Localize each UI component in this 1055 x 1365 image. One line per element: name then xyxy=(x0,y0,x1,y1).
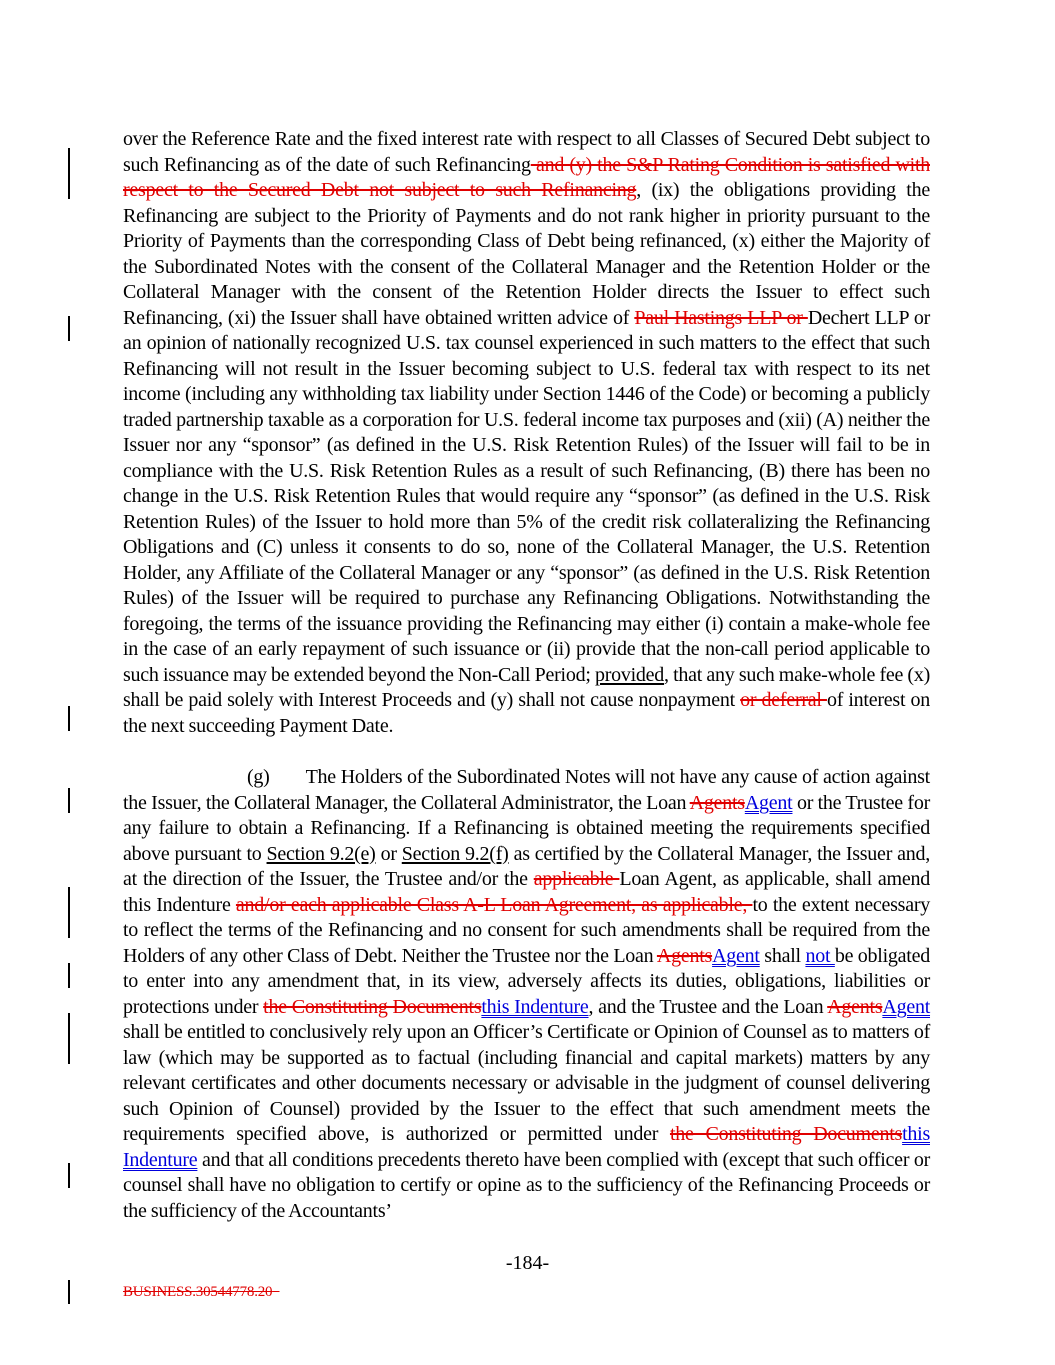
deleted-text-run: or deferral xyxy=(740,689,827,711)
deleted-text-run: and/or each applicable Class A-L Loan Agreement, as applicable, xyxy=(235,893,753,916)
change-bar xyxy=(68,1163,70,1188)
underlined-text-run: Section 9.2(e) xyxy=(266,842,376,865)
change-bar xyxy=(68,706,70,731)
inserted-text-run: Agent xyxy=(882,995,931,1018)
deleted-text-run: Agents xyxy=(656,944,713,967)
text-run: or xyxy=(375,842,402,865)
change-bar xyxy=(68,1013,70,1064)
text-run: Dechert LLP or an opinion of nationally recognized U.S. tax counsel experienced in such matters to the effect that such Refinancing will not result in the Issuer becoming subject to U.S. federal tax with respect to its net income (including any withholding tax liability under Section 1446 of the Code) or becoming a publicly traded partnership taxable as a corporation for U.S. federal income tax purposes and (xii) (A) neither the Issuer nor any “sponsor” (as defined in the U.S. Risk Retention Rules) of the Issuer will fail to be in compliance with the U.S. Risk Retention Rules as a result of such Refinancing, (B) there has been no change in the U.S. Risk Retention Rules that would require any “sponsor” (as defined in the U.S. Risk Retention Rules) of the Issuer to hold more than 5% of the credit risk collateralizing the Refinancing Obligations and (C) unless it consents to do so, none of the Collateral Manager, the U.S. Retention Holder, any Affiliate of the Collateral Manager or any “sponsor” (as defined in the U.S. Risk Retention Rules) of the Issuer will be required to purchase any Refinancing Obligations. Notwithstanding the foregoing, the terms of the issuance providing the Refinancing may either (i) contain a make-whole fee in the case of an early repayment of such issuance or (ii) provide that the non-call period applicable to such issuance may be extended beyond the Non-Call Period; xyxy=(123,306,930,686)
text-run: shall be entitled to conclusively rely upon an Officer’s Certificate or Opinion of Counsel as to matters of law (which may be supported as to factual (including financial and capital markets) matters by any relevant certificates and other documents necessary or advisable in the judgment of counsel delivering such Opinion of Counsel) provided by the Issuer to the effect that such amendment meets the requirements specified above, is authorized or permitted under xyxy=(123,1021,930,1145)
deleted-text-run: the Constituting Documents xyxy=(669,1123,903,1145)
footer-doc-code: BUSINESS.30544778.20 xyxy=(123,1284,273,1300)
text-run: The Holders of the Subordinated Notes will not have any cause of action against the Issuer, the Collateral Manager, the Collateral Administrator, the Loan xyxy=(123,766,930,814)
deleted-text-run: Paul Hastings LLP or xyxy=(634,306,808,329)
change-bar xyxy=(68,1280,70,1304)
text-run: as certified by the Collateral Manager, the Issuer and, at the direction of the Issuer, the Trustee and/or the xyxy=(123,842,931,890)
text-run: , that any such make-whole fee (x) shall be paid solely with Interest Proceeds and (y) shall not cause nonpayment xyxy=(123,663,931,711)
text-run: shall xyxy=(759,944,806,967)
text-run: (g) xyxy=(247,766,270,788)
underlined-text-run: Section 9.2(f) xyxy=(401,842,509,865)
text-run: Loan Agent, as applicable, shall amend this Indenture xyxy=(123,868,930,916)
underlined-text-run: provided xyxy=(594,663,665,686)
deleted-text-run: applicable xyxy=(533,868,620,890)
text-run: , and the Trustee and the Loan xyxy=(588,995,828,1018)
deleted-text-run: the Constituting Documents xyxy=(263,995,482,1018)
inserted-text-run: this Indenture xyxy=(481,995,589,1018)
paragraph-continuation xyxy=(123,127,930,739)
text-run: be obligated to enter into any amendment that, in its view, adversely affects its duties, obligations, liabilities or protections under xyxy=(123,944,930,1018)
text-run: and that all conditions precedents thereto have been complied with (except that such officer or counsel shall have no obligation to certify or opine as to the sufficiency of the Refinancing Proceeds or the sufficiency of the Accountants’ xyxy=(123,1148,930,1222)
change-bar xyxy=(68,887,70,938)
change-bar xyxy=(68,148,70,199)
document-text xyxy=(123,127,930,1250)
deleted-text-run: Agents xyxy=(689,791,745,814)
text-run: over the Reference Rate and the fixed interest rate with respect to all Classes of Secured Debt subject to such Refinancing as of the date of such Refinancing xyxy=(123,128,930,176)
deleted-text-run: and (y) the S&P Rating Condition is satisfied with respect to the Secured Debt not subject to such Refinancing xyxy=(123,153,930,201)
inserted-text-run: Agent xyxy=(744,791,793,814)
deleted-text-run: Agents xyxy=(827,995,883,1018)
change-bar xyxy=(68,316,70,341)
inserted-text-run: Agent xyxy=(712,944,760,967)
change-bar xyxy=(68,963,70,988)
inserted-text-run: this Indenture xyxy=(123,1123,930,1171)
text-run: of interest on the next succeeding Payment Date. xyxy=(123,689,930,737)
page-number: -184- xyxy=(505,1252,550,1274)
inserted-text-run: not xyxy=(805,944,835,967)
text-run: to the extent necessary to reflect the terms of the Refinancing and no consent for such amendments shall be required from the Holders of any other Class of Debt. Neither the Trustee nor the Loan xyxy=(123,893,930,967)
text-run: , (ix) the obligations providing the Refinancing are subject to the Priority of Payments and do not rank higher in priority pursuant to the Priority of Payments than the corresponding Class of Debt being refinanced, (x) either the Majority of the Subordinated Notes with the consent of the Collateral Manager and the Retention Holder or the Collateral Manager with the consent of the Retention Holder directs the Issuer to effect such Refinancing, (xi) the Issuer shall have obtained written advice of xyxy=(123,179,930,329)
text-run: or the Trustee for any failure to obtain a Refinancing. If a Refinancing is obtained meeting the requirements specified above pursuant to xyxy=(123,791,930,865)
paragraph-g xyxy=(123,765,930,1224)
change-bar xyxy=(68,788,70,813)
